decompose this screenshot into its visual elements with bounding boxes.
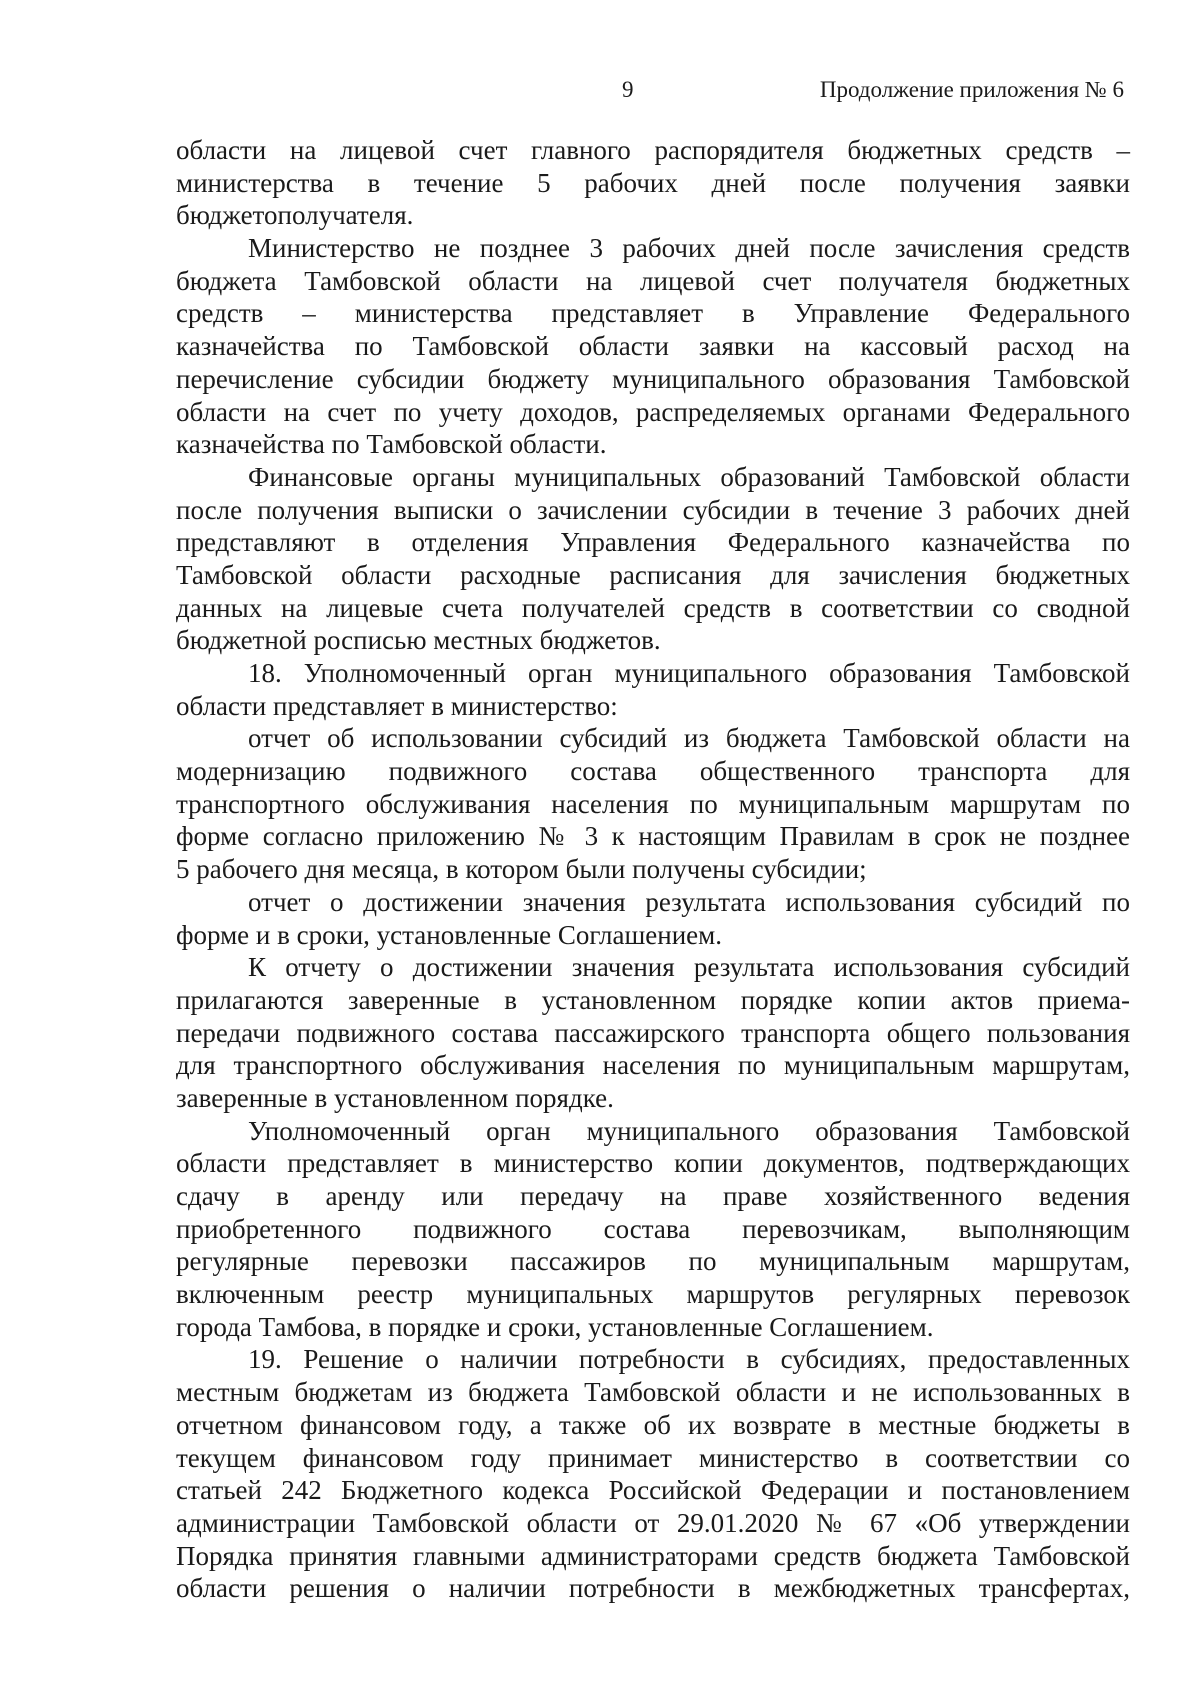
- text-line: 18. Уполномоченный орган муниципального образования Тамбовской: [248, 658, 1130, 688]
- text-line: перечисление субсидии бюджету муниципального образования Тамбовской: [176, 363, 1130, 394]
- text-line: бюджета Тамбовской области на лицевой счет получателя бюджетных: [176, 265, 1130, 296]
- text-line: Уполномоченный орган муниципального образования Тамбовской: [248, 1115, 1130, 1146]
- document-body: [176, 134, 1130, 1605]
- text-line: города Тамбова, в порядке и сроки, установленные Соглашением.: [176, 1311, 934, 1342]
- text-line: местным бюджетам из бюджета Тамбовской области и не использованных в: [176, 1377, 1130, 1408]
- text-line: статьей 242 Бюджетного кодекса Российской Федерации и постановлением: [176, 1475, 1130, 1506]
- text-line: регулярные перевозки пассажиров по муниципальным маршрутам,: [176, 1246, 1130, 1277]
- text-line: сдачу в аренду или передачу на праве хозяйственного ведения: [176, 1181, 1130, 1211]
- text-line: приобретенного подвижного состава перевозчикам, выполняющим: [176, 1213, 1130, 1244]
- text-line: форме согласно приложению № 3 к настоящим Правилам в срок не позднее: [176, 821, 1130, 852]
- text-line: 19. Решение о наличии потребности в субсидиях, предоставленных: [248, 1344, 1130, 1375]
- text-line: 5 рабочего дня месяца, в котором были получены субсидии;: [176, 854, 867, 885]
- text-line: Министерство не позднее 3 рабочих дней после зачисления средств: [248, 233, 1130, 264]
- text-line: К отчету о достижении значения результата использования субсидий: [248, 952, 1130, 983]
- text-line: транспортного обслуживания населения по муниципальным маршрутам по: [176, 788, 1130, 819]
- text-line: заверенные в установленном порядке.: [176, 1082, 614, 1113]
- text-line: после получения выписки о зачислении субсидии в течение 3 рабочих дней: [176, 494, 1130, 525]
- text-line: области представляет в министерство копии документов, подтверждающих: [176, 1148, 1130, 1179]
- text-line: отчет об использовании субсидий из бюджета Тамбовской области на: [248, 723, 1130, 754]
- text-line: казначейства по Тамбовской области.: [176, 429, 607, 460]
- text-line: Порядка принятия главными администраторами средств бюджета Тамбовской: [176, 1540, 1130, 1571]
- text-line: данных на лицевые счета получателей средств в соответствии со сводной: [176, 592, 1130, 623]
- text-line: форме и в сроки, установленные Соглашением.: [176, 919, 722, 950]
- text-line: администрации Тамбовской области от 29.01.2020 № 67 «Об утверждении: [176, 1507, 1130, 1538]
- text-line: Финансовые органы муниципальных образований Тамбовской области: [248, 461, 1130, 492]
- text-line: области на лицевой счет главного распорядителя бюджетных средств –: [176, 135, 1130, 165]
- text-line: модернизацию подвижного состава общественного транспорта для: [176, 756, 1130, 787]
- text-line: области на счет по учету доходов, распределяемых органами Федерального: [176, 396, 1130, 427]
- text-line: области решения о наличии потребности в межбюджетных трансфертах,: [176, 1573, 1130, 1604]
- text-line: передачи подвижного состава пассажирского транспорта общего пользования: [176, 1017, 1130, 1048]
- text-line: министерства в течение 5 рабочих дней после получения заявки: [176, 167, 1130, 198]
- text-line: для транспортного обслуживания населения по муниципальным маршрутам,: [176, 1050, 1130, 1081]
- text-line: казначейства по Тамбовской области заявки на кассовый расход на: [176, 331, 1130, 362]
- text-line: включенным реестр муниципальных маршрутов регулярных перевозок: [176, 1279, 1130, 1310]
- text-line: текущем финансовом году принимает министерство в соответствии со: [176, 1442, 1130, 1473]
- appendix-label: Продолжение приложения № 6: [819, 77, 1124, 102]
- text-line: области представляет в министерство:: [176, 690, 618, 721]
- text-line: отчетном финансовом году, а также об их возврате в местные бюджеты в: [176, 1409, 1130, 1440]
- text-line: прилагаются заверенные в установленном порядке копии актов приема-: [176, 984, 1130, 1015]
- text-line: представляют в отделения Управления Федерального казначейства по: [176, 527, 1130, 558]
- text-line: бюджетополучателя.: [176, 200, 414, 231]
- page-number: 9: [622, 77, 634, 102]
- text-line: отчет о достижении значения результата использования субсидий по: [248, 886, 1130, 917]
- text-line: бюджетной росписью местных бюджетов.: [176, 625, 661, 656]
- text-line: Тамбовской области расходные расписания для зачисления бюджетных: [176, 559, 1130, 590]
- text-line: средств – министерства представляет в Управление Федерального: [176, 298, 1130, 329]
